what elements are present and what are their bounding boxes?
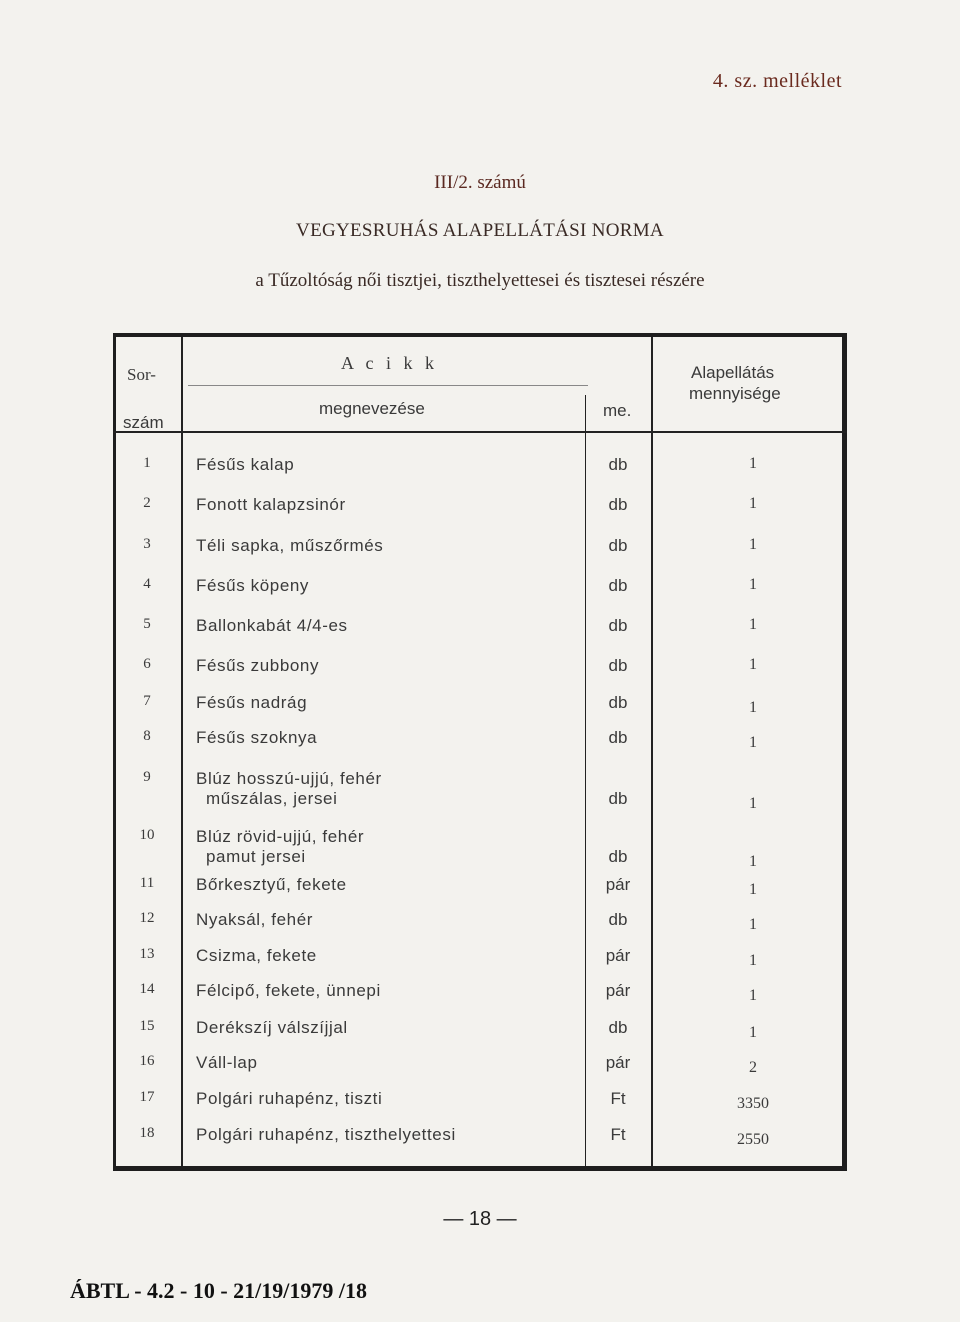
row-quantity: 1 — [749, 952, 757, 969]
row-serial-number: 14 — [139, 981, 155, 997]
header-bottom-rule — [113, 431, 847, 433]
header-inner-rule — [188, 385, 588, 386]
row-item-name-line: Félcipő, fekete, ünnepi — [196, 981, 381, 1000]
row-item-name — [196, 693, 586, 713]
header-item-name: megnevezése — [319, 399, 425, 418]
row-item-name-line: Ballonkabát 4/4-es — [196, 616, 348, 635]
row-item-name — [196, 728, 586, 748]
row-unit: pár — [605, 946, 631, 965]
row-item-name-line: Fésűs nadrág — [196, 693, 308, 712]
row-quantity: 1 — [749, 616, 757, 633]
row-serial-number: 8 — [143, 728, 151, 744]
document-number: III/2. számú — [434, 172, 526, 193]
row-item-name-line: Nyaksál, fehér — [196, 910, 314, 929]
row-item-name-line: Blúz rövid-ujjú, fehér — [196, 827, 365, 846]
row-quantity: 3350 — [737, 1095, 769, 1112]
row-serial-number: 2 — [143, 495, 151, 511]
row-item-name-line: Blúz hosszú-ujjú, fehér — [196, 769, 382, 788]
row-item-name-line: Fésűs zubbony — [196, 656, 320, 675]
header-quantity-line1: Alapellátás — [691, 363, 775, 382]
row-unit: Ft — [610, 1089, 626, 1108]
row-item-name — [196, 656, 586, 676]
row-quantity: 1 — [749, 881, 757, 898]
row-quantity: 1 — [749, 455, 757, 472]
row-serial-number: 10 — [139, 827, 155, 843]
table-top-border — [113, 333, 847, 337]
row-item-name-line: Fésűs szoknya — [196, 728, 318, 747]
row-serial-number: 17 — [139, 1089, 155, 1105]
table-right-border — [842, 333, 847, 1171]
row-item-name-line: Fésűs köpeny — [196, 576, 310, 595]
row-unit: pár — [605, 1053, 631, 1072]
row-serial-number: 6 — [143, 656, 151, 672]
row-item-name — [196, 1125, 586, 1145]
row-quantity: 1 — [749, 699, 757, 716]
row-item-name — [196, 910, 586, 930]
document-title: VEGYESRUHÁS ALAPELLÁTÁSI NORMA — [296, 220, 664, 241]
row-quantity: 2 — [749, 1059, 757, 1076]
row-serial-number: 5 — [143, 616, 151, 632]
row-quantity: 1 — [749, 916, 757, 933]
row-item-name-line: Bőrkesztyű, fekete — [196, 875, 347, 894]
row-item-name — [196, 616, 586, 636]
row-item-name-line: Polgári ruhapénz, tiszthelyettesi — [196, 1125, 456, 1144]
row-quantity: 1 — [749, 536, 757, 553]
row-item-name-line: Polgári ruhapénz, tiszti — [196, 1089, 383, 1108]
row-unit: db — [608, 536, 628, 555]
row-unit: pár — [605, 981, 631, 1000]
row-item-name — [196, 875, 586, 895]
row-quantity: 1 — [749, 795, 757, 812]
row-item-name — [196, 1089, 586, 1109]
row-unit: db — [608, 576, 628, 595]
column-divider-serial — [181, 337, 183, 1166]
row-quantity: 1 — [749, 1024, 757, 1041]
row-serial-number: 15 — [139, 1018, 155, 1034]
row-item-name — [196, 1018, 586, 1038]
row-item-name — [196, 769, 586, 809]
row-unit: db — [608, 495, 628, 514]
row-item-name — [196, 455, 586, 475]
row-quantity: 1 — [749, 987, 757, 1004]
row-item-name-line: Fésűs kalap — [196, 455, 295, 474]
row-serial-number: 11 — [139, 875, 155, 891]
row-quantity: 1 — [749, 853, 757, 870]
row-unit: db — [608, 910, 628, 929]
row-unit: db — [608, 728, 628, 747]
row-unit: db — [608, 455, 628, 474]
row-item-name-line: műszálas, jersei — [206, 789, 338, 808]
row-unit: db — [608, 656, 628, 675]
table-bottom-border — [113, 1166, 847, 1171]
document-subtitle: a Tűzoltóság női tisztjei, tiszthelyettesei és tisztesei részére — [255, 270, 705, 291]
row-unit: db — [608, 789, 628, 808]
row-serial-number: 9 — [143, 769, 151, 785]
row-item-name-line: Téli sapka, műszőrmés — [196, 536, 384, 555]
row-quantity: 1 — [749, 495, 757, 512]
row-serial-number: 13 — [139, 946, 155, 962]
row-unit: Ft — [610, 1125, 626, 1144]
row-unit: db — [608, 1018, 628, 1037]
header-serial-top: Sor- — [127, 365, 156, 384]
row-unit: db — [608, 693, 628, 712]
annex-label: 4. sz. melléklet — [712, 70, 842, 92]
row-serial-number: 18 — [139, 1125, 155, 1141]
row-serial-number: 16 — [139, 1053, 155, 1069]
row-item-name — [196, 1053, 586, 1073]
row-item-name-line: Derékszíj válszíjjal — [196, 1018, 348, 1037]
row-item-name — [196, 981, 586, 1001]
row-item-name-line: Fonott kalapzsinór — [196, 495, 346, 514]
header-unit: me. — [603, 401, 632, 420]
row-serial-number: 7 — [143, 693, 151, 709]
header-quantity-line2: mennyisége — [689, 384, 781, 403]
row-item-name — [196, 495, 586, 515]
row-serial-number: 3 — [143, 536, 151, 552]
row-serial-number: 12 — [139, 910, 155, 926]
row-quantity: 1 — [749, 734, 757, 751]
row-item-name — [196, 946, 586, 966]
page-number: — 18 — — [443, 1208, 517, 1230]
norm-table — [113, 333, 847, 1171]
row-unit: pár — [605, 875, 631, 894]
row-item-name-line: Váll-lap — [196, 1053, 258, 1072]
header-serial-bottom: szám — [123, 413, 164, 432]
archive-reference: ÁBTL - 4.2 - 10 - 21/19/1979 /18 — [70, 1278, 368, 1303]
row-quantity: 1 — [749, 576, 757, 593]
row-item-name-line: pamut jersei — [206, 847, 306, 866]
row-quantity: 1 — [749, 656, 757, 673]
row-serial-number: 1 — [143, 455, 151, 471]
row-item-name-line: Csizma, fekete — [196, 946, 317, 965]
header-item-group: A c i k k — [341, 353, 438, 373]
row-unit: db — [608, 616, 628, 635]
row-unit: db — [608, 847, 628, 866]
row-item-name — [196, 536, 586, 556]
row-item-name — [196, 827, 586, 867]
row-quantity: 2550 — [737, 1131, 769, 1148]
row-item-name — [196, 576, 586, 596]
row-serial-number: 4 — [143, 576, 151, 592]
